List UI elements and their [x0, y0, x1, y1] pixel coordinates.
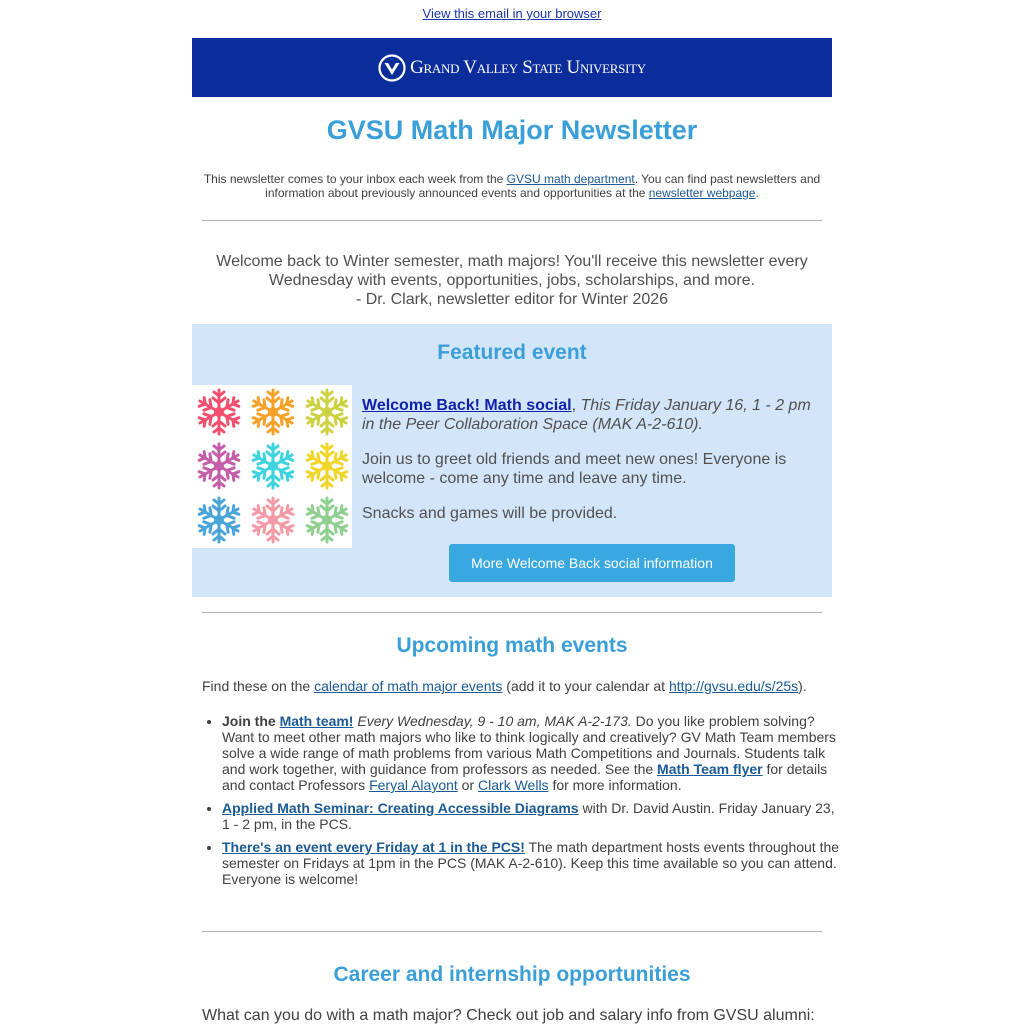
welcome-line: Welcome back to Winter semester, math majors! You'll receive this newsletter every Wednesday with events, opportunities, jobs, scholarships, and more.: [216, 253, 808, 289]
snowflake-icon: [194, 441, 244, 491]
event-summary: [362, 396, 822, 434]
newsletter-webpage-link[interactable]: newsletter webpage: [648, 186, 756, 200]
career-heading: Career and internship opportunities: [333, 963, 691, 986]
snowflake-icon: [302, 387, 352, 437]
snowflake-icon: [248, 495, 298, 545]
snowflake-icon: [302, 441, 352, 491]
snowflakes-image: [192, 385, 352, 548]
view-in-browser-link[interactable]: View this email in your browser: [422, 6, 602, 21]
welcome-signature: - Dr. Clark, newsletter editor for Winter 2026: [355, 291, 669, 308]
snowflake-icon: [248, 387, 298, 437]
math-team-link[interactable]: Math team!: [279, 713, 354, 729]
event-when: This Friday January 16, 1 - 2 pm in the Peer Collaboration Space (MAK A-2-610).: [362, 397, 811, 433]
divider: [202, 612, 822, 613]
list-item: [222, 839, 842, 887]
professor-alayont-link[interactable]: Feryal Alayont: [369, 777, 458, 793]
university-logo-text: Grand Valley State University: [410, 56, 646, 78]
more-info-button[interactable]: More Welcome Back social information: [449, 544, 735, 582]
short-calendar-link[interactable]: http://gvsu.edu/s/25s: [668, 678, 799, 694]
event-comma: ,: [571, 397, 577, 414]
snowflake-icon: [302, 495, 352, 545]
event-when: Every Wednesday, 9 - 10 am, MAK A-2-173.: [353, 713, 632, 729]
event-lead: Join the: [222, 713, 280, 729]
welcome-message: [202, 252, 822, 309]
view-in-browser-bar: [0, 6, 1024, 21]
find-part3: ).: [798, 678, 807, 694]
event-text: or: [457, 777, 479, 793]
featured-event-text: [362, 396, 822, 539]
intro-text: [202, 172, 822, 200]
find-part1: Find these on the: [202, 678, 315, 694]
snowflake-icon: [194, 387, 244, 437]
calendar-link[interactable]: calendar of math major events: [314, 678, 503, 694]
snowflake-icon: [248, 441, 298, 491]
career-text: What can you do with a math major? Check out job and salary info from GVSU alumni:: [202, 1007, 815, 1024]
intro-part1: This newsletter comes to your inbox each week from the: [203, 172, 507, 186]
list-item: [222, 713, 842, 793]
upcoming-events-heading: Upcoming math events: [396, 634, 628, 657]
intro-part3: .: [755, 186, 759, 200]
newsletter-title: GVSU Math Major Newsletter: [326, 115, 698, 145]
event-text: for details and contact Professors: [222, 761, 828, 793]
find-part2: (add it to your calendar at: [502, 678, 669, 694]
professor-wells-link[interactable]: Clark Wells: [478, 777, 549, 793]
event-text: The math department hosts events throughout the semester on Fridays at 1pm in the PCS (MAK A-2-610). Keep this time available so you can attend. Everyone is welcome!: [222, 839, 840, 887]
event-snacks: Snacks and games will be provided.: [362, 505, 618, 522]
header-banner: [192, 38, 832, 97]
snowflake-icon: [194, 495, 244, 545]
divider: [202, 220, 822, 221]
event-description: Join us to greet old friends and meet new ones! Everyone is welcome - come any time and leave any time.: [362, 451, 787, 487]
events-list: [202, 713, 842, 894]
math-department-link[interactable]: GVSU math department: [506, 172, 635, 186]
event-text: Do you like problem solving? Want to meet other math majors who like to think logically and creatively? GV Math Team members solve a wide range of math problems from various Math Competitions and Journals. Students talk and work together, with guidance from professors as needed. See the: [222, 713, 836, 777]
event-text: with Dr. David Austin. Friday January 23, 1 - 2 pm, in the PCS.: [222, 800, 835, 832]
divider: [202, 931, 822, 932]
event-text: for more information.: [548, 777, 682, 793]
friday-events-link[interactable]: There's an event every Friday at 1 in the PCS!: [222, 839, 525, 855]
featured-event-heading: Featured event: [437, 341, 587, 364]
applied-math-seminar-link[interactable]: Applied Math Seminar: Creating Accessible Diagrams: [222, 800, 579, 816]
welcome-back-social-link[interactable]: Welcome Back! Math social: [362, 397, 572, 414]
math-team-flyer-link[interactable]: Math Team flyer: [657, 761, 763, 777]
calendar-info: [202, 678, 822, 694]
gvsu-chevron-logo-icon: [378, 54, 406, 82]
featured-event-section: [192, 324, 832, 597]
list-item: [222, 800, 842, 832]
intro-part2: . You can find past newsletters and information about previously announced events and opportunities at the: [265, 172, 821, 200]
